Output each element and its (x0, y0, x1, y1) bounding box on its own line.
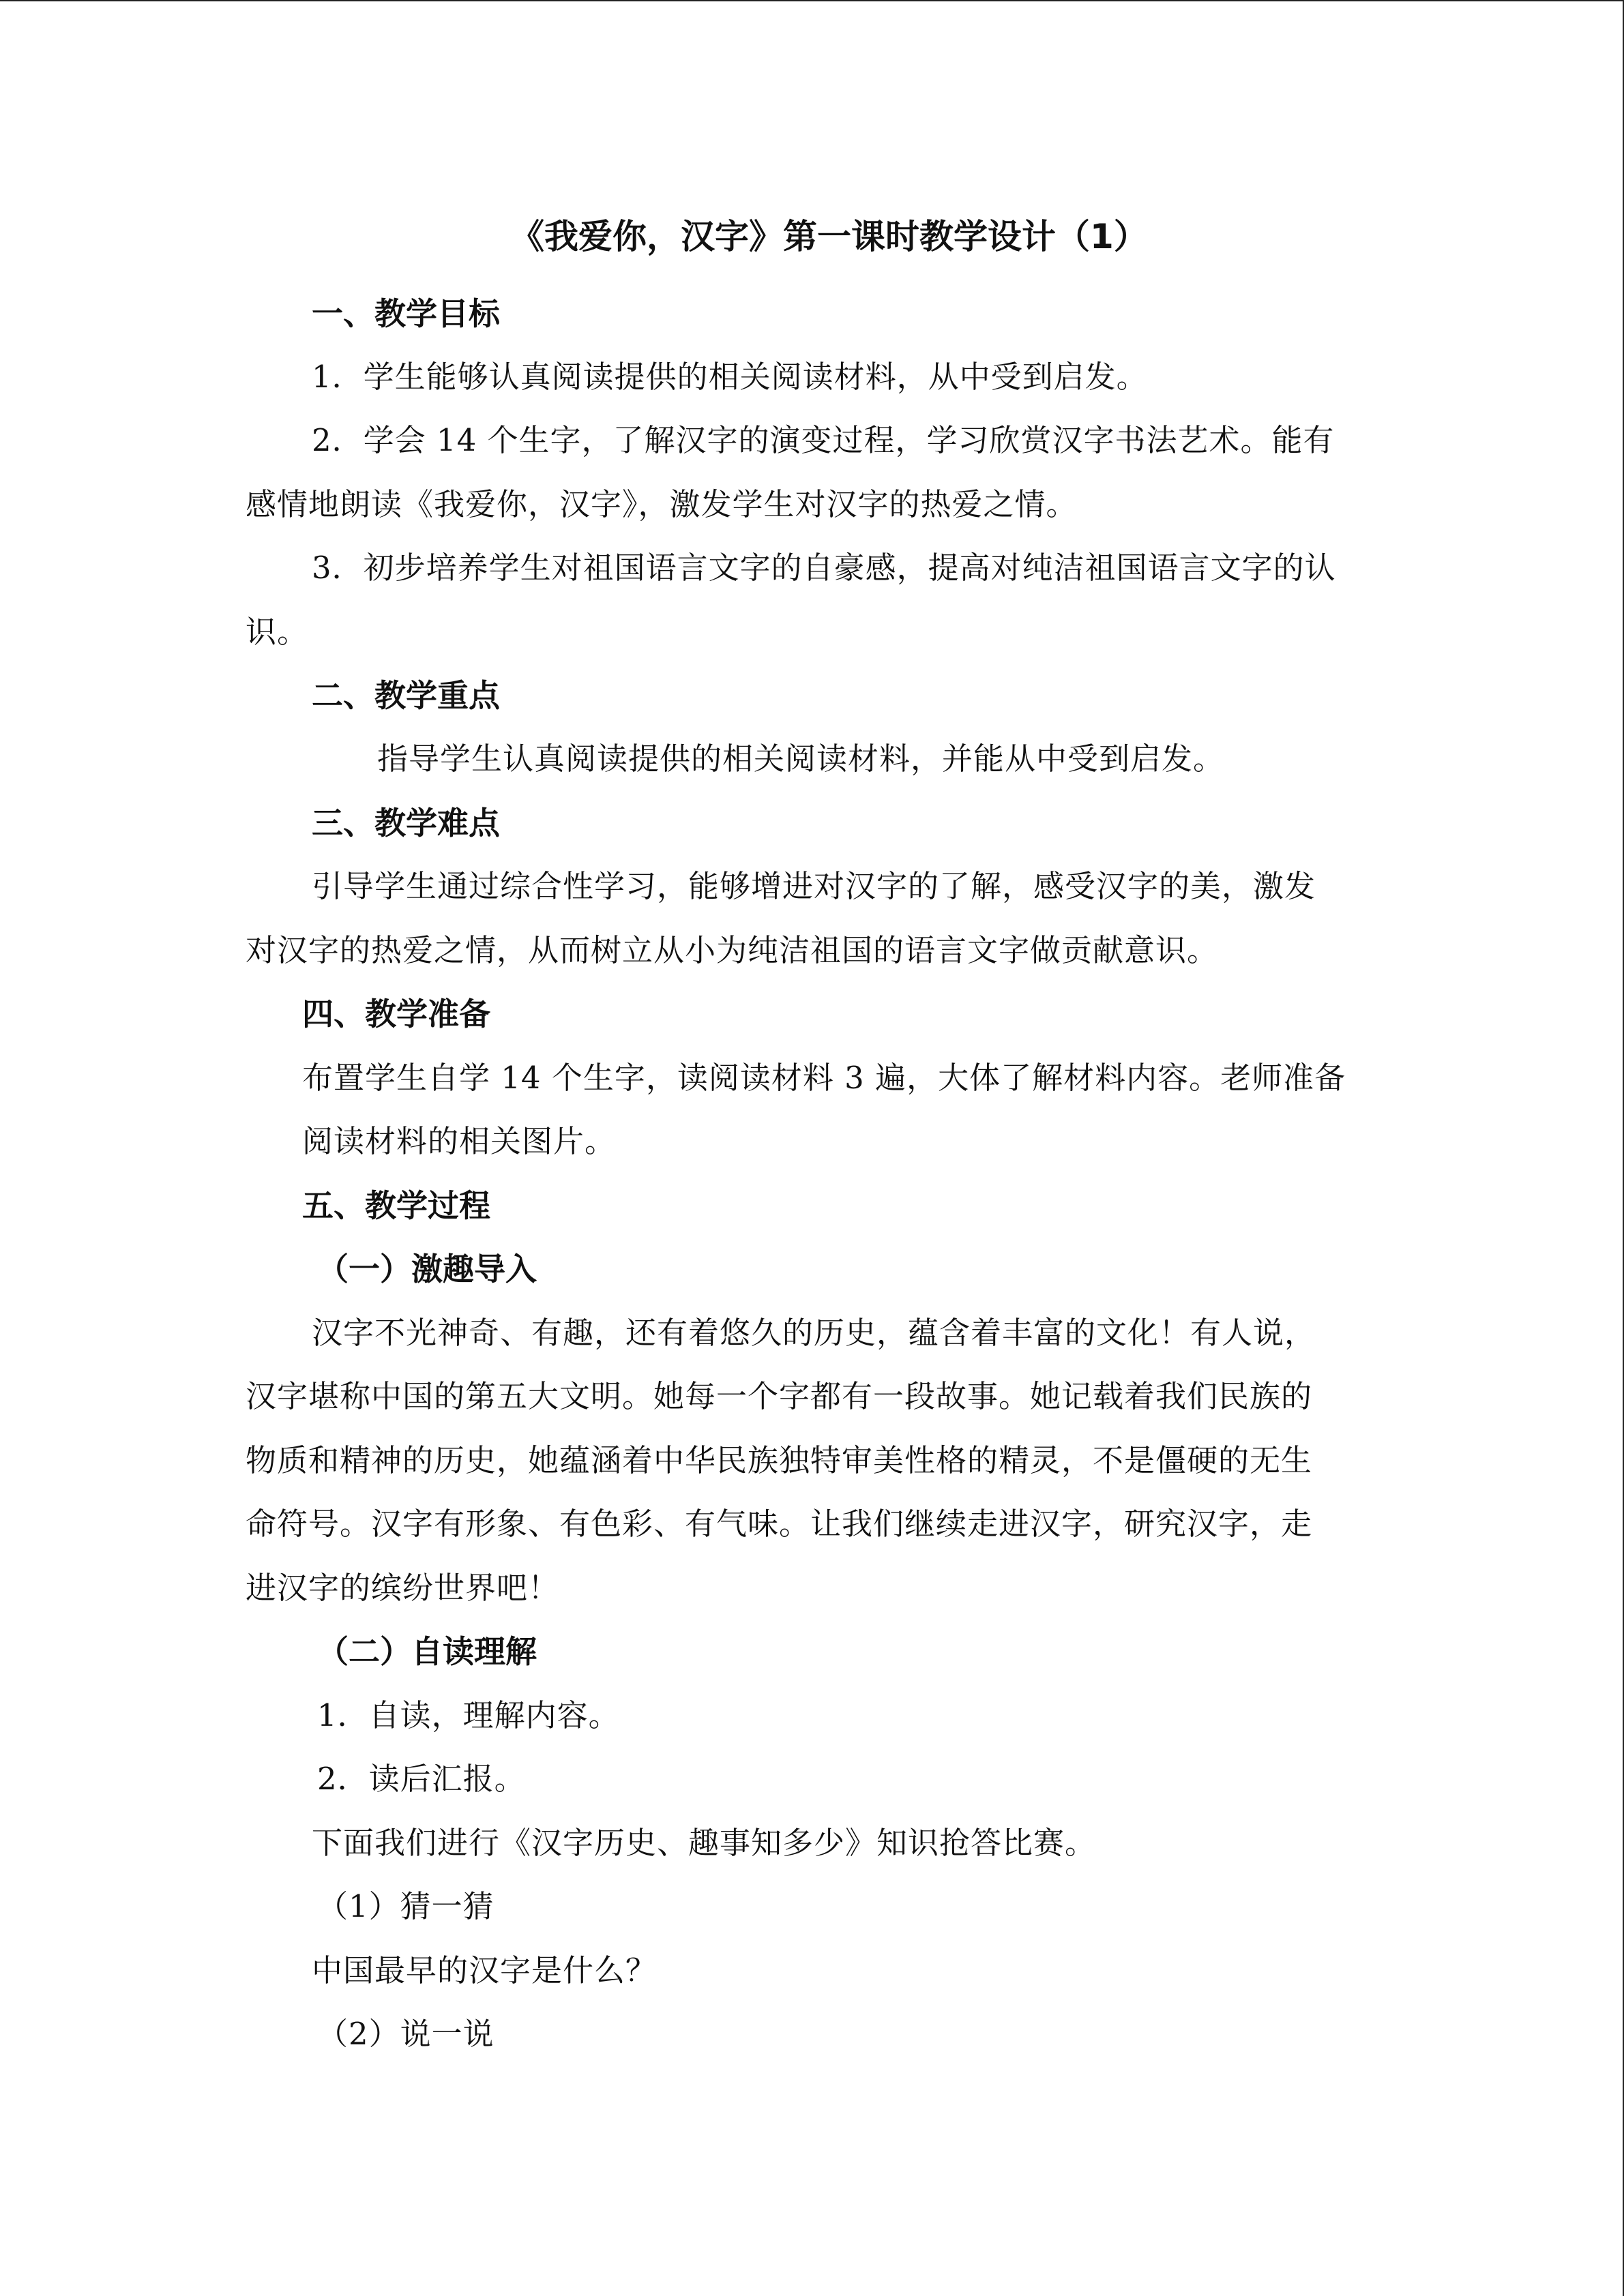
process-sub-2-item-1: 1．自读，理解内容。 (317, 1697, 620, 1733)
section-difficulties-heading: 三、教学难点 (312, 805, 500, 841)
process-sub-1-line-5: 进汉字的缤纷世界吧！ (246, 1570, 560, 1606)
process-sub-1-line-3: 物质和精神的历史，她蕴涵着中华民族独特审美性格的精灵，不是僵硬的无生 (246, 1442, 1313, 1478)
preparation-line-1: 布置学生自学 14 个生字，读阅读材料 3 遍，大体了解材料内容。老师准备 (302, 1060, 1346, 1096)
goals-item-2-line-2: 感情地朗读《我爱你，汉字》，激发学生对汉字的热爱之情。 (246, 486, 1078, 522)
process-sub-1-line-1: 汉字不光神奇、有趣，还有着悠久的历史，蕴含着丰富的文化！有人说， (312, 1315, 1316, 1351)
document-title: 《我爱你，汉字》第一课时教学设计（1） (510, 217, 1148, 256)
goals-item-2-line-1: 2．学会 14 个生字，了解汉字的演变过程，学习欣赏汉字书法艺术。能有 (312, 422, 1335, 458)
process-sub-1-line-2: 汉字堪称中国的第五大文明。她每一个字都有一段故事。她记载着我们民族的 (246, 1378, 1313, 1414)
process-sub-2-q1-text: 中国最早的汉字是什么？ (312, 1952, 658, 1988)
process-sub-2-intro: 下面我们进行《汉字历史、趣事知多少》知识抢答比赛。 (312, 1825, 1097, 1861)
process-sub-2-q1-label: （1）猜一猜 (317, 1888, 494, 1924)
process-sub-2-heading: （二）自读理解 (317, 1633, 537, 1670)
preparation-line-2: 阅读材料的相关图片。 (302, 1123, 617, 1159)
process-sub-2-q2-label: （2）说一说 (317, 2016, 494, 2052)
process-sub-1-line-4: 命符号。汉字有形象、有色彩、有气味。让我们继续走进汉字，研究汉字，走 (246, 1506, 1313, 1542)
section-goals-heading: 一、教学目标 (312, 295, 500, 332)
goals-item-3-line-1: 3．初步培养学生对祖国语言文字的自豪感，提高对纯洁祖国语言文字的认 (312, 550, 1336, 586)
process-sub-1-heading: （一）激趣导入 (317, 1251, 537, 1287)
section-process-heading: 五、教学过程 (302, 1187, 490, 1224)
section-preparation-heading: 四、教学准备 (302, 996, 490, 1032)
difficulties-line-2: 对汉字的热爱之情，从而树立从小为纯洁祖国的语言文字做贡献意识。 (246, 932, 1219, 968)
difficulties-line-1: 引导学生通过综合性学习，能够增进对汉字的了解，感受汉字的美，激发 (312, 868, 1316, 904)
goals-item-1: 1．学生能够认真阅读提供的相关阅读材料，从中受到启发。 (312, 359, 1148, 395)
key-points-text: 指导学生认真阅读提供的相关阅读材料，并能从中受到启发。 (377, 741, 1225, 777)
section-key-points-heading: 二、教学重点 (312, 677, 500, 714)
goals-item-3-line-2: 识。 (246, 614, 309, 650)
process-sub-2-item-2: 2．读后汇报。 (317, 1761, 526, 1797)
